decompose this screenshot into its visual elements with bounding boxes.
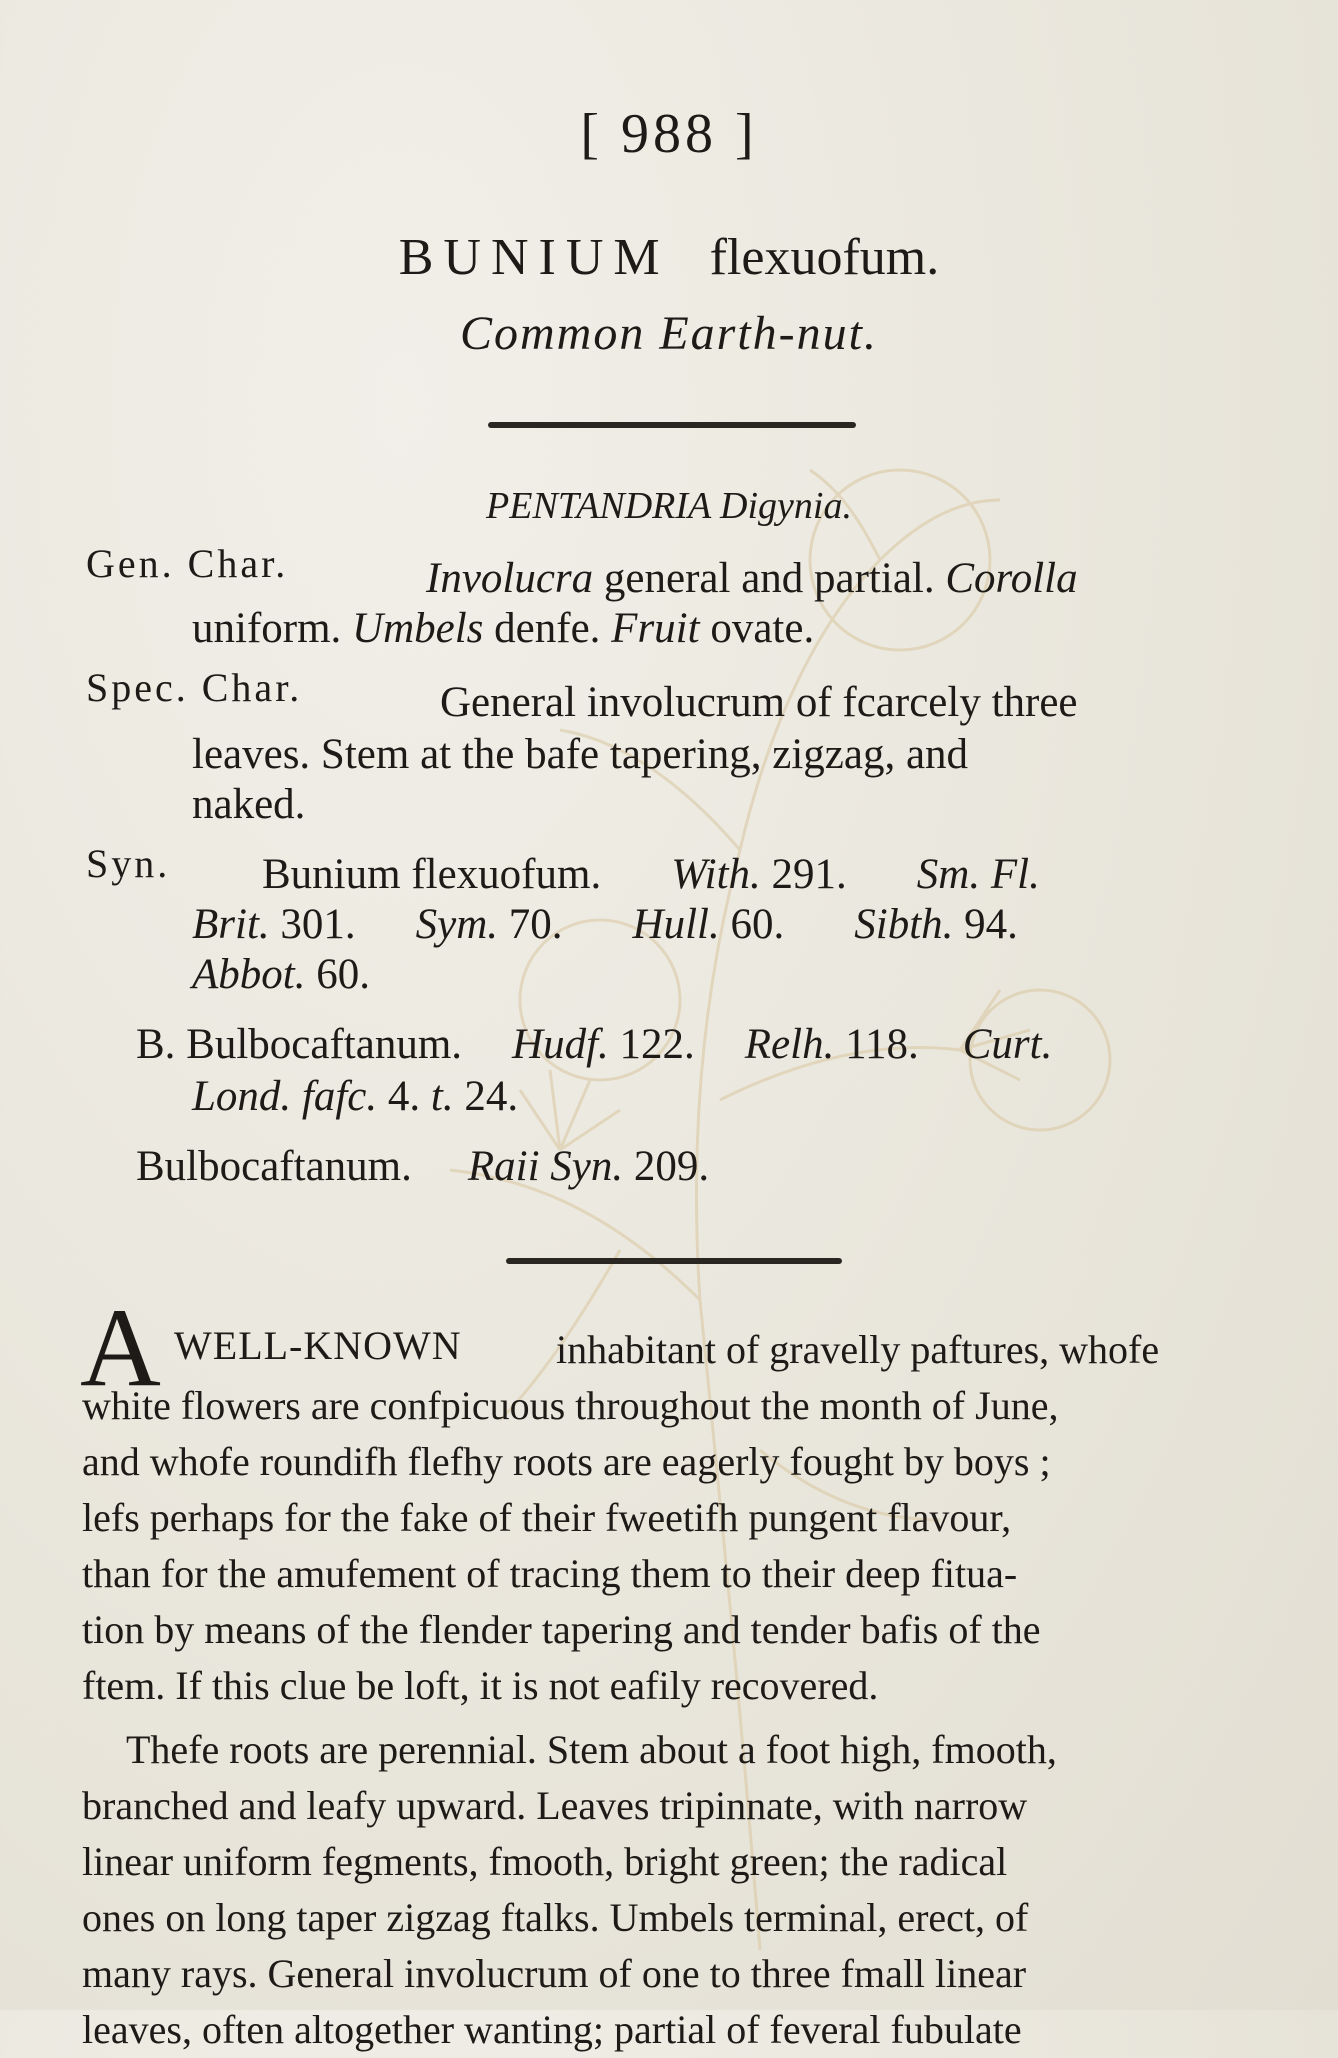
body-line: branched and leafy upward. Leaves tripinnate, with narrow xyxy=(82,1783,1028,1828)
syn-line-1 xyxy=(262,850,1040,900)
syn-l5-segment: t. xyxy=(430,1073,454,1120)
body-line: inhabitant of gravelly paftures, whofe xyxy=(556,1327,1160,1372)
body-line: leaves, often altogether wanting; partial of feveral fubulate xyxy=(82,2007,1022,2052)
spec-char-line-3: naked. xyxy=(192,781,306,828)
body-line: ones on long taper zigzag ftalks. Umbels terminal, erect, of xyxy=(82,1895,1029,1940)
syn-line-4 xyxy=(136,1020,1052,1070)
syn-l2-segment: Hull. xyxy=(632,901,720,948)
gen-char-line-2 xyxy=(192,604,814,654)
syn-l1-segment: Bunium flexuofum. xyxy=(262,851,602,898)
syn-l4-segment: Curt. xyxy=(962,1021,1053,1068)
body-line: and whofe roundifh flefhy roots are eagerly fought by boys ; xyxy=(82,1439,1051,1484)
gen-l2-segment: uniform. xyxy=(192,605,353,652)
syn-l5-segment: 24. xyxy=(453,1073,519,1120)
spec-char-line-2: leaves. Stem at the bafe tapering, zigzag, and xyxy=(192,731,969,778)
syn-l6-segment: Bulbocaftanum. xyxy=(136,1143,412,1190)
gen-char-label: Gen. Char. xyxy=(86,541,289,586)
page-number: [ 988 ] xyxy=(580,103,758,165)
syn-l4-segment: 118. xyxy=(834,1021,919,1068)
syn-l6-segment: 209. xyxy=(623,1143,710,1190)
drop-cap: A xyxy=(80,1286,161,1410)
syn-line-3 xyxy=(192,950,370,1000)
syn-l3-segment: Abbot. xyxy=(192,951,306,998)
syn-l1-segment: Sm. Fl. xyxy=(916,851,1040,898)
syn-line-5 xyxy=(192,1072,518,1122)
gen-l1-segment: Corolla xyxy=(945,555,1078,602)
common-name: Common Earth-nut. xyxy=(460,307,878,360)
syn-l6-segment: Raii Syn. xyxy=(467,1143,624,1190)
body-line: tion by means of the flender tapering and tender bafis of the xyxy=(82,1607,1041,1652)
syn-l2-segment: Sym. xyxy=(415,901,499,948)
syn-l2-segment: 94. xyxy=(953,901,1018,948)
syn-l2-segment: 301. xyxy=(269,901,356,948)
body-line: many rays. General involucrum of one to three fmall linear xyxy=(82,1951,1027,1996)
syn-l4-segment: Relh. xyxy=(744,1021,835,1068)
syn-line-6 xyxy=(136,1142,709,1192)
spec-char-label: Spec. Char. xyxy=(86,665,303,710)
spec-char-line-1: General involucrum of fcarcely three xyxy=(440,679,1078,726)
body-line: than for the amufement of tracing them to their deep fitua- xyxy=(82,1551,1018,1596)
syn-l2-segment: Brit. xyxy=(192,901,270,948)
syn-line-2 xyxy=(192,900,1018,950)
syn-l2-segment: Sibth. xyxy=(854,901,954,948)
lead-caps: WELL-KNOWN xyxy=(174,1323,462,1368)
gen-l2-segment: Fruit xyxy=(611,605,700,652)
classification: PENTANDRIA Digynia. xyxy=(486,485,852,527)
species-title xyxy=(0,228,1338,287)
syn-l4-segment: 122. xyxy=(608,1021,695,1068)
syn-l1-segment: 291. xyxy=(760,851,847,898)
gen-l2-segment: Umbels xyxy=(352,605,484,652)
body-line: lefs perhaps for the fake of their fweetifh pungent flavour, xyxy=(82,1495,1012,1540)
syn-l5-segment: 4. xyxy=(377,1073,431,1120)
syn-l3-segment: 60. xyxy=(305,951,370,998)
body-line: white flowers are confpicuous throughout the month of June, xyxy=(82,1383,1059,1428)
gen-char-line-1 xyxy=(426,554,1078,604)
syn-l1-segment: With. xyxy=(671,851,761,898)
body-line: linear uniform fegments, fmooth, bright green; the radical xyxy=(82,1839,1008,1884)
middle-divider xyxy=(506,1258,842,1264)
gen-l2-segment: denfe. xyxy=(483,605,612,652)
genus-name: BUNIUM xyxy=(398,229,670,286)
gen-l1-segment: Involucra xyxy=(426,555,594,602)
syn-l2-segment: 60. xyxy=(719,901,785,948)
top-divider xyxy=(488,422,856,428)
syn-l4-segment: Hudf. xyxy=(512,1021,609,1068)
syn-l4-segment: B. Bulbocaftanum. xyxy=(136,1021,463,1068)
body-line: Thefe roots are perennial. Stem about a foot high, fmooth, xyxy=(126,1727,1057,1772)
body-line: ftem. If this clue be loft, it is not eafily recovered. xyxy=(82,1663,879,1708)
gen-l1-segment: general and partial. xyxy=(593,555,946,602)
syn-l2-segment: 70. xyxy=(498,901,563,948)
syn-label: Syn. xyxy=(86,841,171,886)
syn-l5-segment: Lond. fafc. xyxy=(192,1073,378,1120)
species-name: flexuofum. xyxy=(709,229,940,286)
gen-l2-segment: ovate. xyxy=(699,605,815,652)
